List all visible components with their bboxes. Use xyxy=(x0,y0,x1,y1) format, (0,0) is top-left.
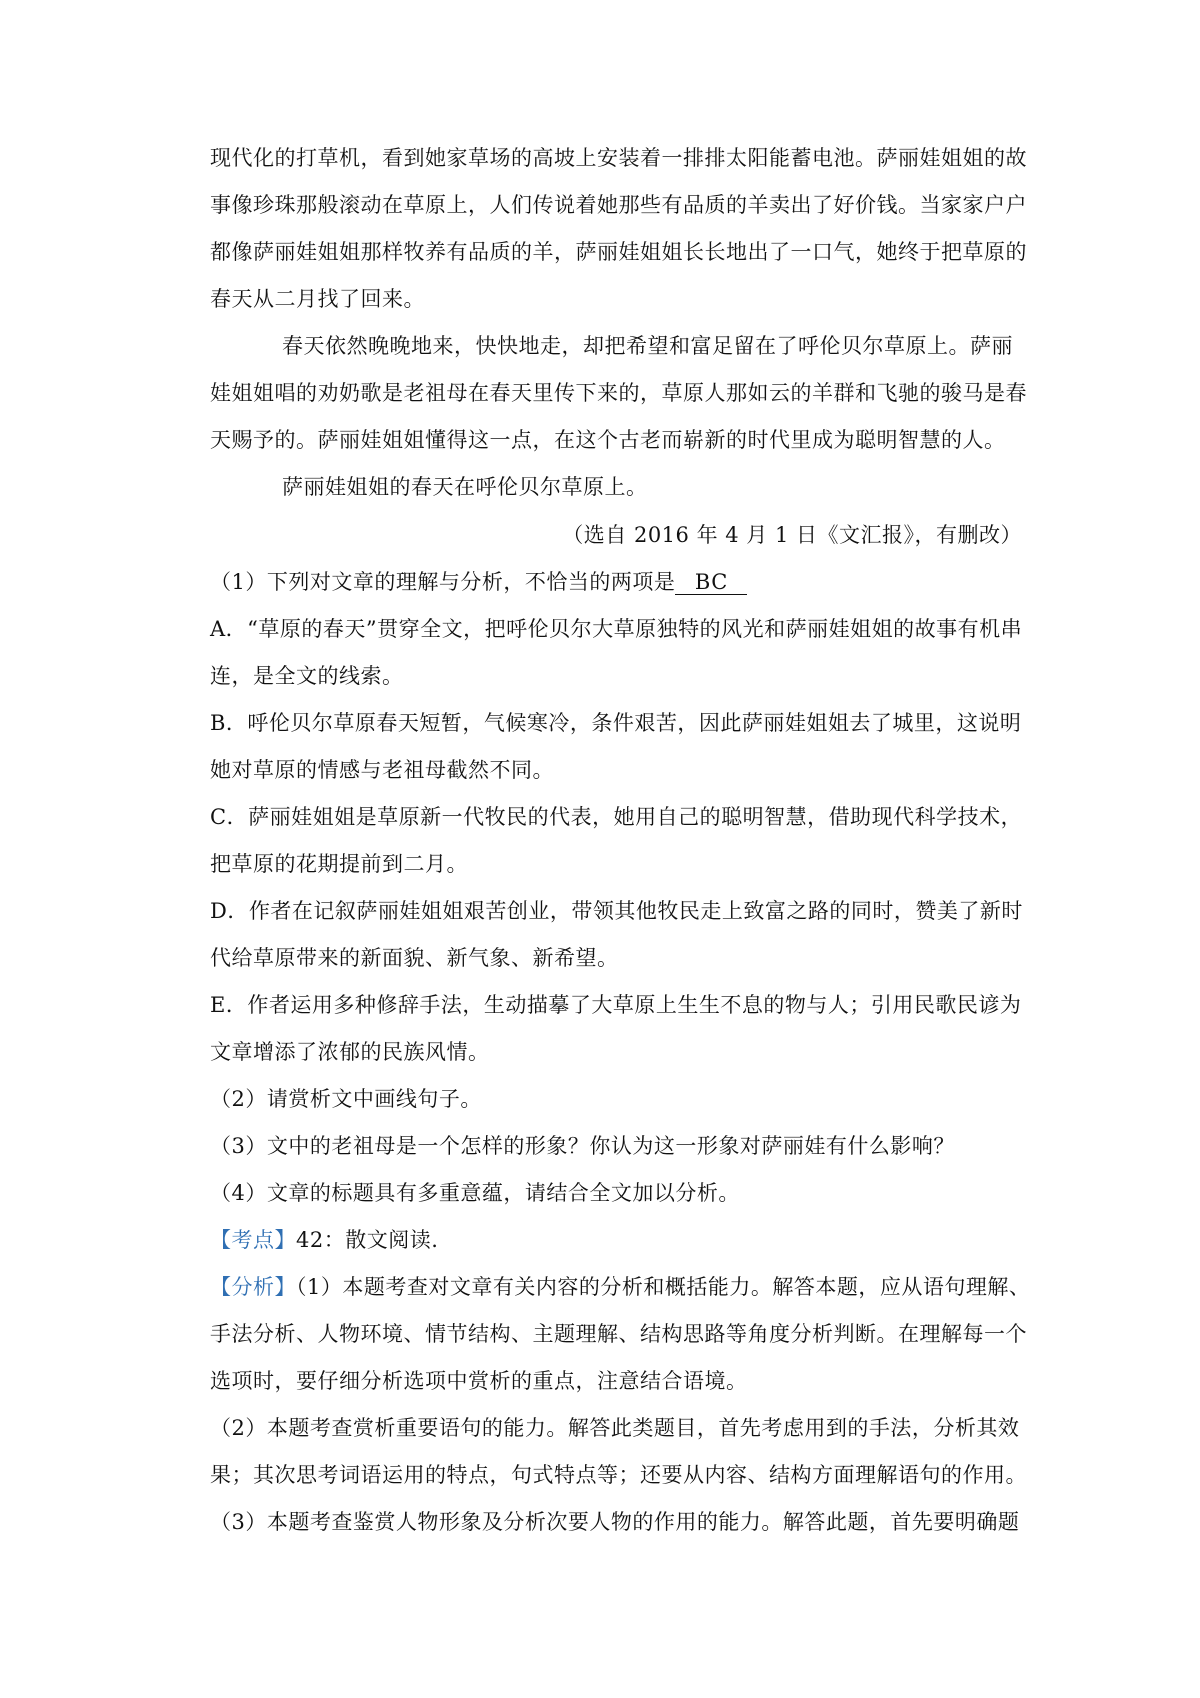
fenxi-line: 果；其次思考词语运用的特点，句式特点等；还要从内容、结构方面理解语句的作用。 xyxy=(210,1463,1027,1487)
fenxi-label: 【分析】 xyxy=(210,1275,296,1299)
option-a-line: 连，是全文的线索。 xyxy=(210,664,404,688)
fenxi-line: 手法分析、人物环境、情节结构、主题理解、结构思路等角度分析判断。在理解每一个 xyxy=(210,1322,1027,1346)
option-c-line: C．萨丽娃姐姐是草原新一代牧民的代表，她用自己的聪明智慧，借助现代科学技术， xyxy=(210,805,1023,829)
option-e-line: 文章增添了浓郁的民族风情。 xyxy=(210,1040,490,1064)
option-b-line: 她对草原的情感与老祖母截然不同。 xyxy=(210,758,554,782)
question-3: （3）文中的老祖母是一个怎样的形象？你认为这一形象对萨丽娃有什么影响？ xyxy=(210,1134,955,1158)
kaodian-section xyxy=(210,1225,1025,1255)
option-d-line: D．作者在记叙萨丽娃姐姐艰苦创业，带领其他牧民走上致富之路的同时，赞美了新时 xyxy=(210,899,1023,923)
question-2: （2）请赏析文中画线句子。 xyxy=(210,1087,482,1111)
option-e-line: E．作者运用多种修辞手法，生动描摹了大草原上生生不息的物与人；引用民歌民谚为 xyxy=(210,993,1022,1017)
passage-line: 事像珍珠那般滚动在草原上，人们传说着她那些有品质的羊卖出了好价钱。当家家户户 xyxy=(210,193,1027,217)
kaodian-label: 【考点】 xyxy=(210,1228,296,1252)
option-a-line: A．“草原的春天”贯穿全文，把呼伦贝尔大草原独特的风光和萨丽娃姐姐的故事有机串 xyxy=(210,617,1023,641)
option-c-line: 把草原的花期提前到二月。 xyxy=(210,852,468,876)
fenxi-line: （3）本题考查鉴赏人物形象及分析次要人物的作用的能力。解答此题，首先要明确题 xyxy=(210,1510,1020,1534)
fenxi-line: 选项时，要仔细分析选项中赏析的重点，注意结合语境。 xyxy=(210,1369,748,1393)
question-1-text: （1）下列对文章的理解与分析，不恰当的两项是 xyxy=(210,570,676,594)
passage-line: 春天依然晚晚地来，快快地走，却把希望和富足留在了呼伦贝尔草原上。萨丽 xyxy=(282,334,1013,358)
passage-line: 娃姐姐唱的劝奶歌是老祖母在春天里传下来的，草原人那如云的羊群和飞驰的骏马是春 xyxy=(210,381,1027,405)
passage-line: 春天从二月找了回来。 xyxy=(210,287,425,311)
passage-line: 天赐予的。萨丽娃姐姐懂得这一点，在这个古老而崭新的时代里成为聪明智慧的人。 xyxy=(210,428,1006,452)
option-b-line: B．呼伦贝尔草原春天短暂，气候寒冷，条件艰苦，因此萨丽娃姐姐去了城里，这说明 xyxy=(210,711,1022,735)
question-1-stem xyxy=(210,567,1025,597)
fenxi-section xyxy=(210,1272,1031,1302)
fenxi-line: （2）本题考查赏析重要语句的能力。解答此类题目，首先考虑用到的手法，分析其效 xyxy=(210,1416,1020,1440)
fenxi-line: （1）本题考查对文章有关内容的分析和概括能力。解答本题，应从语句理解、 xyxy=(296,1275,1031,1299)
kaodian-text: 42：散文阅读. xyxy=(296,1228,439,1252)
option-d-line: 代给草原带来的新面貌、新气象、新希望。 xyxy=(210,946,619,970)
question-4: （4）文章的标题具有多重意蕴，请结合全文加以分析。 xyxy=(210,1181,740,1205)
passage-line: 现代化的打草机，看到她家草场的高坡上安装着一排排太阳能蓄电池。萨丽娃姐姐的故 xyxy=(210,146,1027,170)
answer-blank: BC xyxy=(675,570,747,595)
passage-line: 都像萨丽娃姐姐那样牧养有品质的羊，萨丽娃姐姐长长地出了一口气，她终于把草原的 xyxy=(210,240,1027,264)
passage-source: （选自 2016 年 4 月 1 日《文汇报》，有删改） xyxy=(562,523,1022,547)
passage-line: 萨丽娃姐姐的春天在呼伦贝尔草原上。 xyxy=(282,475,648,499)
